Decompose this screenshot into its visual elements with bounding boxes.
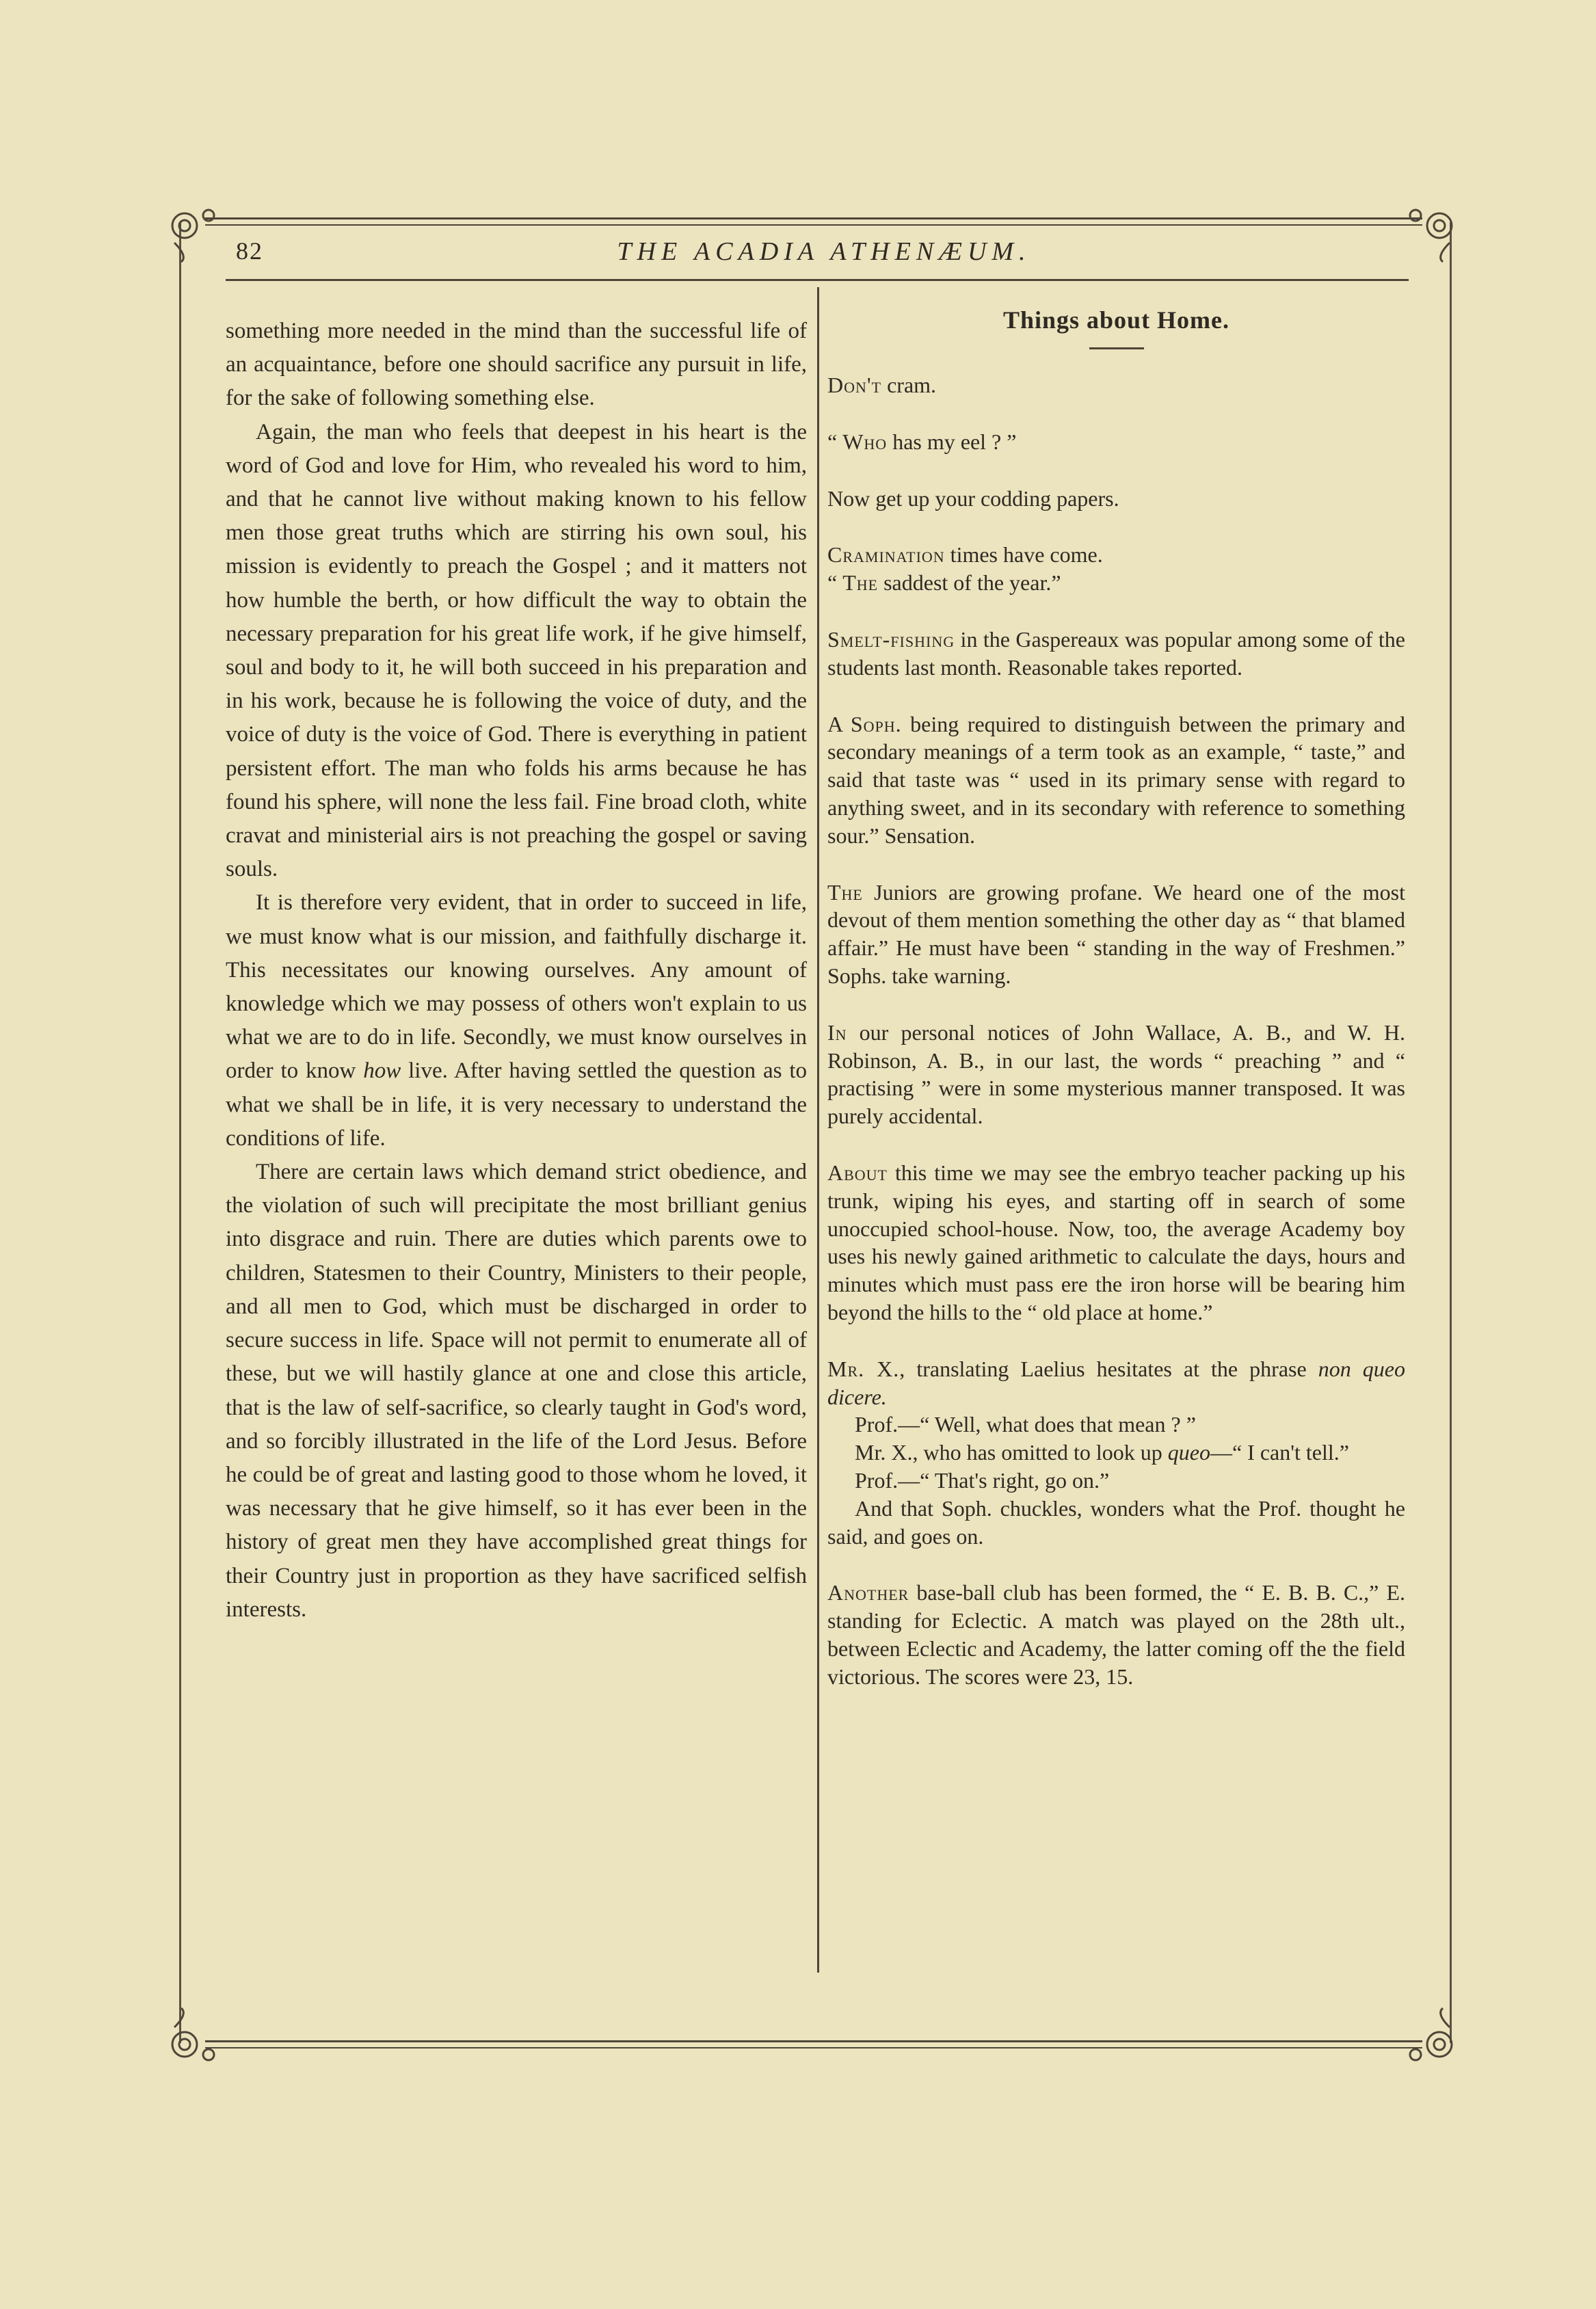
open-quote: “: [827, 429, 843, 454]
paragraph: something more needed in the mind than the successful life of an acquaintance, before one should sacrifice any pursuit in life, for the sake of following something else.: [226, 319, 807, 411]
journal-title: THE ACADIA ATHENÆUM.: [617, 237, 1031, 266]
italic-phrase: non queo dicere.: [827, 1356, 1405, 1409]
item-text: in the Gaspereaux was popular among some of the students last month. Reasonable takes reported.: [827, 626, 1405, 680]
paragraph: [226, 886, 807, 1156]
lead-word: The: [842, 570, 879, 596]
paragraph-text: It is therefore very evident, that in order to succeed in life, we must know what is our mission, and faithfully discharge it. This necessitates our knowing ourselves. Any amount of knowledge which we may possess of others won't explain to us what we are to do in life. Secondly, we must know ourselves in order to know: [226, 890, 807, 1084]
open-quote: “: [827, 570, 843, 596]
item-text: times have come.: [944, 542, 1103, 568]
item-text: our personal notices of John Wallace, A. B., and W. H. Robinson, A. B., in our last, the words “ preaching ” and “ practising ” were in some mysterious manner transposed. It was purely accidental.: [827, 1019, 1405, 1129]
section-title: Things about Home.: [1002, 306, 1230, 334]
news-item: [827, 485, 1405, 513]
lead-word: The: [827, 879, 863, 905]
news-item: [827, 371, 1405, 399]
item-text: A: [827, 711, 851, 736]
top-rule: [205, 217, 1422, 219]
lead-word: Soph.: [850, 711, 902, 736]
top-rule-inner: [205, 224, 1422, 226]
italic-word: queo: [1167, 1440, 1210, 1465]
header-rule: [226, 279, 1409, 281]
item-text: , translating Laelius hesitates at the phrase: [899, 1356, 1318, 1381]
column-divider: [817, 287, 819, 1973]
lead-word: Mr. X.: [827, 1356, 900, 1381]
lead-word: In: [827, 1019, 847, 1045]
paragraph: There are certain laws which demand strict obedience, and the violation of such will precipitate the most brilliant genius into disgrace and ruin. There are duties which parents owe to children, Statesmen to their Country, Ministers to their people, and all men to God, which must be discharged in order to secure success in life. Space will not permit to enumerate all of these, but we will hastily glance at one and close this article, that is the law of self-sacrifice, so clearly taught in God's word, and so forcibly illustrated in the life of the Lord Jesus. Before he could be of great and lasting good to those whom he loved, it was necessary that he give himself, so it has ever been in the history of great men they have accomplished great things for their Country just in proportion as they have sacrificed selfish interests.: [226, 1160, 807, 1622]
item-text: And that Soph. chuckles, wonders what the Prof. thought he said, and goes on.: [827, 1495, 1405, 1549]
item-text: Mr. X., who has omitted to look up: [855, 1440, 1168, 1465]
item-text: Prof.—“ That's right, go on.”: [855, 1467, 1110, 1493]
item-text: Juniors are growing profane. We heard one of the most devout of them mention something the other day as “ that blamed affair.” He must have been “ standing in the way of Freshmen.” Sophs. take warning.: [827, 879, 1405, 988]
news-item: [827, 1019, 1405, 1130]
news-item: [827, 1355, 1405, 1551]
page-number: 82: [236, 237, 263, 265]
lead-word: Cramination: [827, 542, 945, 568]
paragraph: Again, the man who feels that deepest in his heart is the word of God and love for Him, who revealed his word to him, and that he cannot live without making known to his fellow men those great truths which are stirring his own soul, his mission is evidently to preach the Gospel ; and it matters not how humble the berth, or how difficult the way to obtain the necessary preparation for his great life work, if he give himself, soul and body to it, he will both succeed in his preparation and in his work, because he is following the voice of duty, and the voice of duty is the voice of God. There is everything in patient persistent effort. The man who folds his arms because he has found his sphere, will none the less fail. Fine broad cloth, white cravat and ministerial airs is not preaching the gospel or saving souls.: [226, 419, 807, 882]
item-text: has my eel ? ”: [887, 429, 1017, 454]
item-text: this time we may see the embryo teacher packing up his trunk, wiping his eyes, and starting off in search of some unoccupied school-house. Now, too, the average Academy boy uses his newly gained arithmetic to calculate the days, hours and minutes which must pass ere the iron horse will be bearing him beyond the hills to the “ old place at home.”: [827, 1160, 1405, 1324]
item-text: saddest of the year.”: [878, 570, 1061, 596]
news-item: [827, 710, 1405, 850]
corner-ornament-icon: [161, 2007, 229, 2075]
lead-word: Don't: [827, 373, 882, 397]
news-item: [827, 626, 1405, 682]
bottom-rule: [205, 2040, 1422, 2042]
item-text: cram.: [881, 373, 937, 397]
paragraph-text: live. After having settled the question as to what we shall be in life, it is very necessary to understand the conditions of life.: [226, 1058, 808, 1151]
item-text: base-ball club has been formed, the “ E. B. B. C.,” E. standing for Eclectic. A match was played on the 28th ult., between Eclectic and Academy, the latter coming off the the field victorious. The scores were 23, 15.: [827, 1580, 1405, 1689]
news-item: [827, 541, 1405, 597]
news-item: [827, 1159, 1405, 1326]
bottom-rule-inner: [205, 2047, 1422, 2048]
lead-word: Smelt-fishing: [827, 626, 955, 652]
news-item: [827, 1579, 1405, 1690]
corner-ornament-icon: [161, 195, 229, 263]
corner-ornament-icon: [1395, 2007, 1463, 2075]
item-text: being required to distinguish between the primary and secondary meanings of a term took as an example, “ taste,” and said that taste was “ used in its primary sense with regard to anything sweet, and in its secondary with reference to something sour.” Sensation.: [827, 711, 1406, 848]
item-text: Prof.—“ Well, what does that mean ? ”: [855, 1412, 1196, 1437]
item-text: Now get up your codding papers.: [827, 485, 1119, 511]
news-item: [827, 428, 1405, 456]
lead-word: Who: [842, 429, 888, 454]
lead-word: About: [827, 1160, 888, 1185]
lead-word: Another: [827, 1580, 909, 1605]
right-column: [827, 301, 1405, 1719]
left-column: [226, 315, 807, 1627]
page-header: [236, 232, 1412, 267]
item-text: —“ I can't tell.”: [1210, 1440, 1349, 1465]
news-item: [827, 879, 1405, 990]
italic-word: how: [363, 1058, 401, 1084]
title-rule: [1089, 347, 1144, 349]
